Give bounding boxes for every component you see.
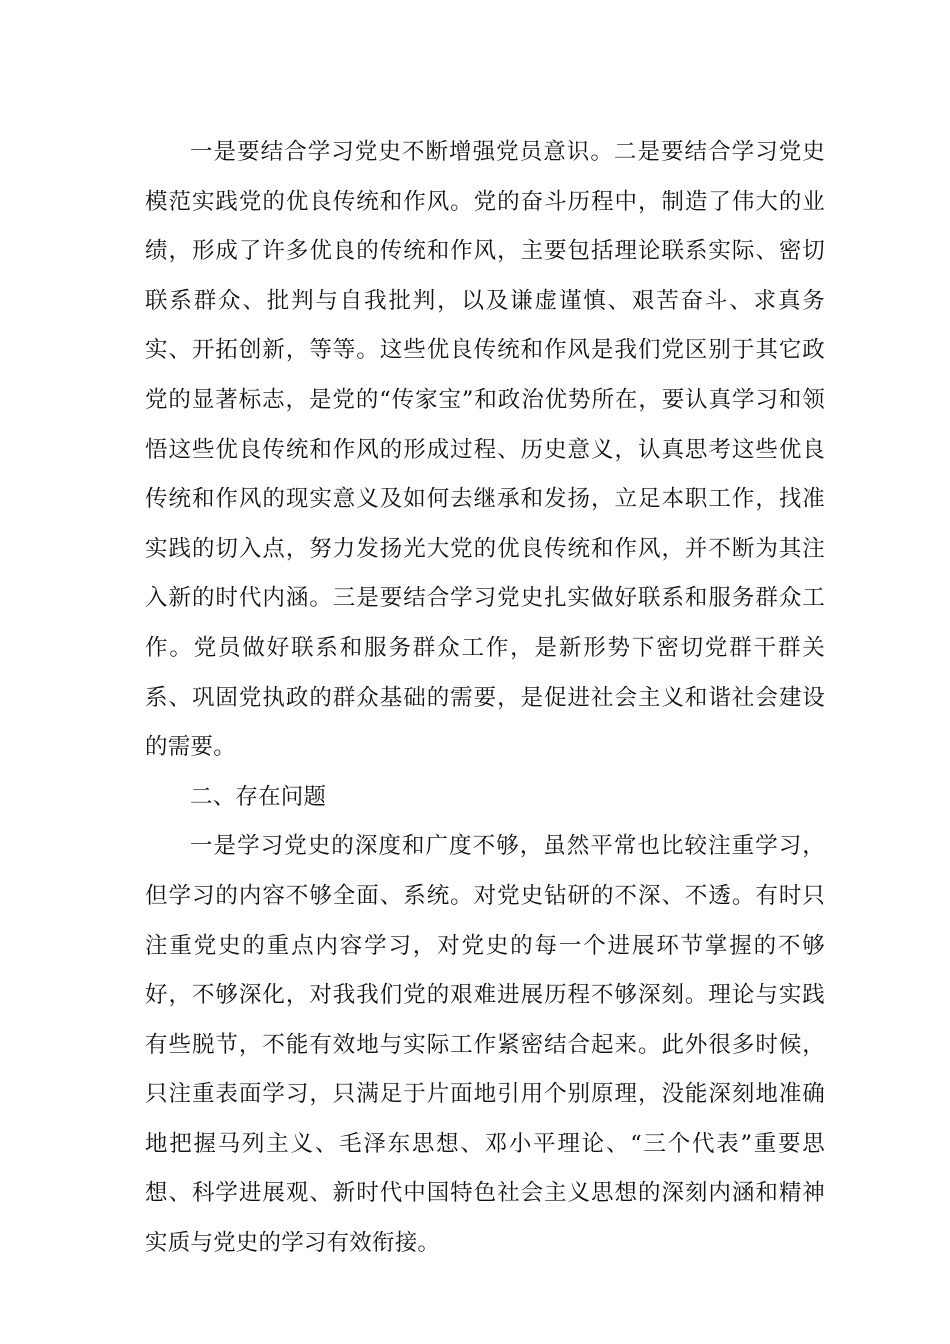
paragraph-2: 一是学习党史的深度和广度不够，虽然平常也比较注重学习，但学习的内容不够全面、系统。对党史钻研的不深、不透。有时只注重党史的重点内容学习，对党史的每一个进展环节掌握的不够好，不够深化，对我我们党的艰难进展历程不够深刻。理论与实践有些脱节，不能有效地与实际工作紧密结合起来。此外很多时候，只注重表面学习，只满足于片面地引用个别原理，没能深刻地准确地把握马列主义、毛泽东思想、邓小平理论、“三个代表”重要思想、科学进展观、新时代中国特色社会主义思想的深刻内涵和精神实质与党史的学习有效衔接。: [145, 833, 825, 1257]
document-body: [145, 128, 825, 1269]
section-heading: 二、存在问题: [190, 783, 327, 810]
paragraph-1: 一是要结合学习党史不断增强党员意识。二是要结合学习党史模范实践党的优良传统和作风。党的奋斗历程中，制造了伟大的业绩，形成了许多优良的传统和作风，主要包括理论联系实际、密切联系群众、批判与自我批判，以及谦虚谨慎、艰苦奋斗、求真务实、开拓创新，等等。这些优良传统和作风是我们党区别于其它政党的显著标志，是党的“传家宝”和政治优势所在，要认真学习和领悟这些优良传统和作风的形成过程、历史意义，认真思考这些优良传统和作风的现实意义及如何去继承和发扬，立足本职工作，找准实践的切入点，努力发扬光大党的优良传统和作风，并不断为其注入新的时代内涵。三是要结合学习党史扎实做好联系和服务群众工作。党员做好联系和服务群众工作，是新形势下密切党群干群关系、巩固党执政的群众基础的需要，是促进社会主义和谐社会建设的需要。: [145, 139, 825, 761]
